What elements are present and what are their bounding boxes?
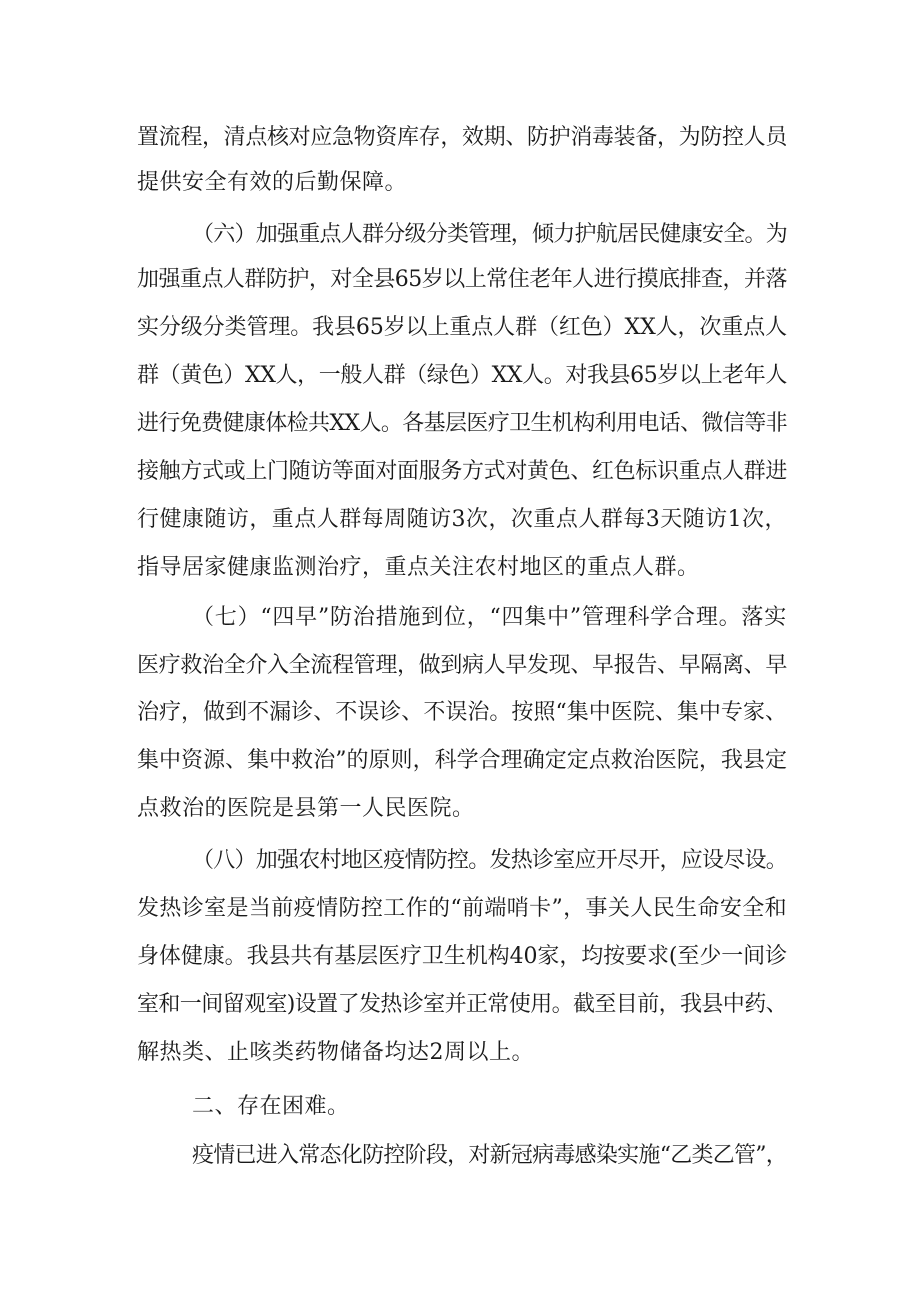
paragraph-heading-line: （七）“四早”防治措施到位，“四集中”管理科学合理。落实 xyxy=(192,605,787,630)
text-line: 集中资源、集中救治”的原则，科学合理确定定点救治医院，我县定 xyxy=(137,748,787,773)
text-line: 接触方式或上门随访等面对面服务方式对黄色、红色标识重点人群进 xyxy=(137,459,787,484)
text-line: 指导居家健康监测治疗，重点关注农村地区的重点人群。 xyxy=(137,555,700,580)
text-line: 治疗，做到不漏诊、不误诊、不误治。按照“集中医院、集中专家、 xyxy=(137,700,787,725)
text-line: 实分级分类管理。我县65岁以上重点人群（红色）XX人，次重点人 xyxy=(137,315,787,340)
text-line: 群（黄色）XX人，一般人群（绿色）XX人。对我县65岁以上老年人 xyxy=(137,363,787,388)
paragraph-heading-line: （六）加强重点人群分级分类管理，倾力护航居民健康安全。为 xyxy=(192,222,787,247)
text-line: 加强重点人群防护，对全县65岁以上常住老年人进行摸底排查，并落 xyxy=(137,267,787,292)
text-line: 行健康随访，重点人群每周随访3次，次重点人群每3天随访1次， xyxy=(137,507,787,532)
text-line: 提供安全有效的后勤保障。 xyxy=(137,170,408,195)
paragraph-heading-line: （八）加强农村地区疫情防控。发热诊室应开尽开，应设尽设。 xyxy=(192,848,787,873)
text-line: 身体健康。我县共有基层医疗卫生机构40家，均按要求(至少一间诊 xyxy=(137,944,787,969)
text-line: 室和一间留观室)设置了发热诊室并正常使用。截至目前，我县中药、 xyxy=(137,992,787,1017)
text-line: 解热类、止咳类药物储备均达2周以上。 xyxy=(137,1040,534,1065)
section-heading: 二、存在困难。 xyxy=(192,1094,350,1119)
text-line: 医疗救治全介入全流程管理，做到病人早发现、早报告、早隔离、早 xyxy=(137,653,787,678)
text-line: 置流程，清点核对应急物资库存，效期、防护消毒装备，为防控人员 xyxy=(137,125,787,150)
text-line: 发热诊室是当前疫情防控工作的“前端哨卡”，事关人民生命安全和 xyxy=(137,896,787,921)
paragraph-start-line: 疫情已进入常态化防控阶段，对新冠病毒感染实施“乙类乙管”， xyxy=(192,1143,787,1168)
text-line: 进行免费健康体检共XX人。各基层医疗卫生机构利用电话、微信等非 xyxy=(137,411,787,436)
text-line: 点救治的医院是县第一人民医院。 xyxy=(137,796,475,821)
